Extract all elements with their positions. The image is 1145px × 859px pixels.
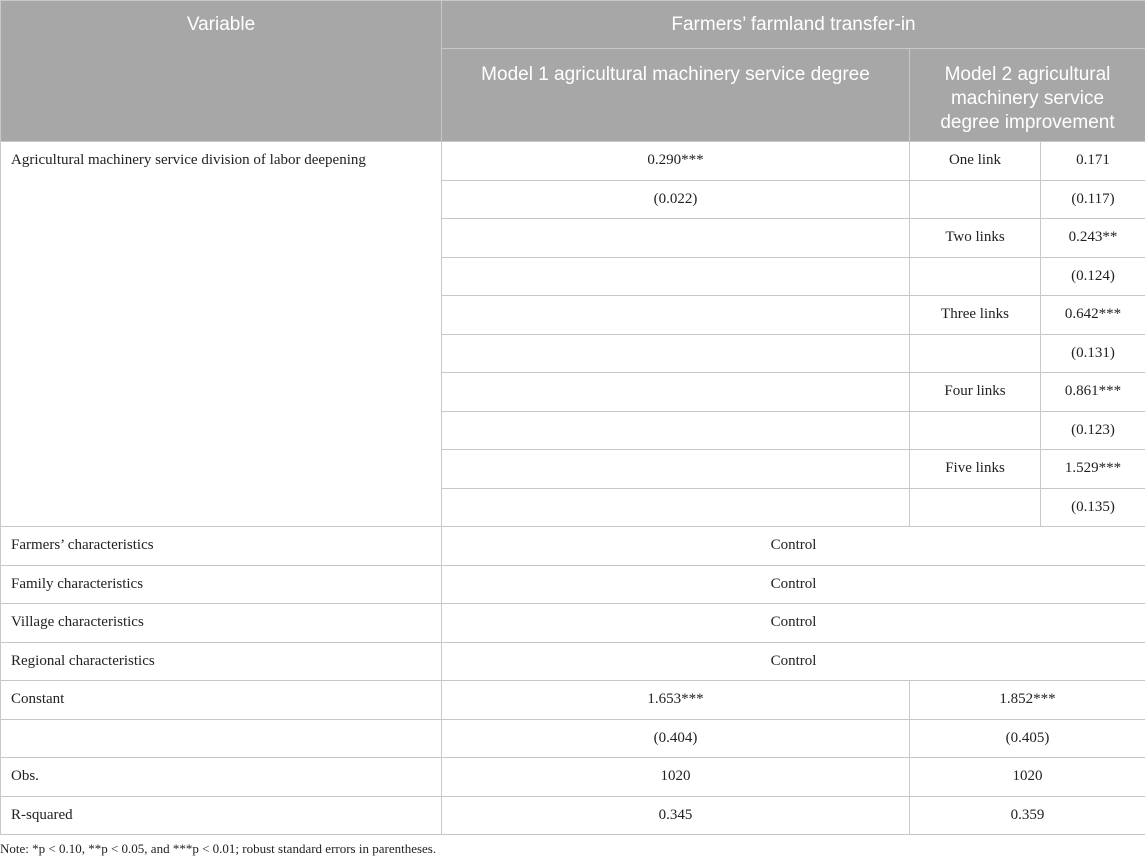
link-label: Three links xyxy=(910,296,1041,335)
empty-cell xyxy=(442,257,910,296)
constant-model2: 1.852*** xyxy=(910,681,1145,720)
control-label: Family characteristics xyxy=(1,565,442,604)
main-variable-label: Agricultural machinery service division of labor deepening xyxy=(1,142,442,527)
control-value: Control xyxy=(442,604,1145,643)
link-se: (0.131) xyxy=(1041,334,1145,373)
empty-cell xyxy=(442,488,910,527)
obs-model2: 1020 xyxy=(910,758,1145,797)
control-label: Village characteristics xyxy=(1,604,442,643)
empty-cell xyxy=(910,411,1041,450)
empty-cell xyxy=(910,334,1041,373)
link-label: Two links xyxy=(910,219,1041,258)
header-dependent-variable: Farmers’ farmland transfer-in xyxy=(442,1,1145,49)
empty-cell xyxy=(910,180,1041,219)
empty-cell xyxy=(910,257,1041,296)
link-se: (0.135) xyxy=(1041,488,1145,527)
link-se: (0.124) xyxy=(1041,257,1145,296)
constant-model1-se: (0.404) xyxy=(442,719,910,758)
model1-coef: 0.290*** xyxy=(442,142,910,181)
empty-cell xyxy=(1,719,442,758)
link-coef: 0.243** xyxy=(1041,219,1145,258)
rsq-model2: 0.359 xyxy=(910,796,1145,835)
link-se: (0.123) xyxy=(1041,411,1145,450)
link-label: One link xyxy=(910,142,1041,181)
link-label: Five links xyxy=(910,450,1041,489)
link-coef: 0.171 xyxy=(1041,142,1145,181)
obs-label: Obs. xyxy=(1,758,442,797)
table-note: Note: *p < 0.10, **p < 0.05, and ***p < 0.01; robust standard errors in parentheses. xyxy=(0,841,437,856)
link-coef: 0.642*** xyxy=(1041,296,1145,335)
control-label: Regional characteristics xyxy=(1,642,442,681)
header-variable: Variable xyxy=(1,1,442,142)
obs-model1: 1020 xyxy=(442,758,910,797)
control-value: Control xyxy=(442,527,1145,566)
empty-cell xyxy=(910,488,1041,527)
rsq-label: R-squared xyxy=(1,796,442,835)
link-label: Four links xyxy=(910,373,1041,412)
control-value: Control xyxy=(442,565,1145,604)
constant-model2-se: (0.405) xyxy=(910,719,1145,758)
empty-cell xyxy=(442,296,910,335)
header-model-2: Model 2 agricultural machinery service degree improvement xyxy=(910,49,1145,142)
constant-label: Constant xyxy=(1,681,442,720)
link-se: (0.117) xyxy=(1041,180,1145,219)
control-label: Farmers’ characteristics xyxy=(1,527,442,566)
constant-model1: 1.653*** xyxy=(442,681,910,720)
empty-cell xyxy=(442,411,910,450)
link-coef: 1.529*** xyxy=(1041,450,1145,489)
model1-se: (0.022) xyxy=(442,180,910,219)
empty-cell xyxy=(442,219,910,258)
header-model-1: Model 1 agricultural machinery service degree xyxy=(442,49,910,142)
control-value: Control xyxy=(442,642,1145,681)
rsq-model1: 0.345 xyxy=(442,796,910,835)
empty-cell xyxy=(442,450,910,489)
link-coef: 0.861*** xyxy=(1041,373,1145,412)
empty-cell xyxy=(442,373,910,412)
empty-cell xyxy=(442,334,910,373)
